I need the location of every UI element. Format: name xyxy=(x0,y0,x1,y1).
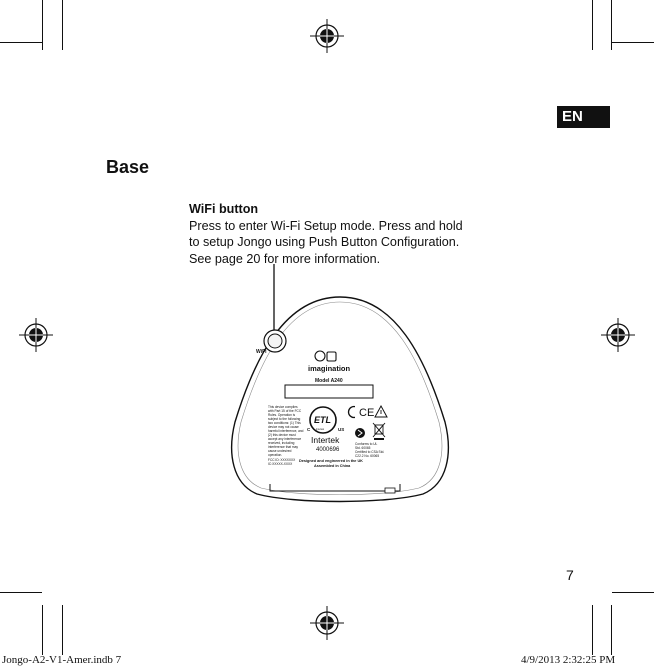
crop-mark xyxy=(612,592,654,593)
designed-line: Designed and engineered in the UK xyxy=(299,459,363,463)
etl-mark-text: ETL xyxy=(314,415,331,425)
crop-mark xyxy=(62,605,63,655)
compliance-line: This device complies xyxy=(268,405,298,409)
compliance-line: Rules. Operation is xyxy=(268,413,296,417)
compliance-line: with Part 15 of the FCC xyxy=(268,409,302,413)
callout-line: Press to enter Wi-Fi Setup mode. Press and hold xyxy=(189,218,463,233)
conforms-line: Std. 60065 xyxy=(355,446,371,450)
compliance-line: accept any interference xyxy=(268,437,302,441)
registration-mark-icon xyxy=(19,318,53,352)
fcc-id: FCC ID: XXXXXXX xyxy=(268,458,296,462)
etl-us-mark: US xyxy=(338,427,345,432)
conforms-line: Conforms to UL xyxy=(355,442,378,446)
device-body-outline xyxy=(232,297,449,502)
registration-mark-icon xyxy=(310,606,344,640)
label-blank-area xyxy=(285,385,373,398)
compliance-line: harmful interference, and xyxy=(268,429,304,433)
registration-mark-icon xyxy=(310,19,344,53)
crop-mark xyxy=(42,0,43,50)
assembled-line: Assembled in China xyxy=(314,464,351,468)
ce-mark: CE xyxy=(359,407,375,419)
conforms-line: Certified to CSA Std. xyxy=(355,450,385,454)
compliance-line: interference that may xyxy=(268,445,298,449)
etl-sub-text: Intertek xyxy=(316,428,324,431)
intertek-name: Intertek xyxy=(311,435,340,445)
page-number: 7 xyxy=(566,567,574,583)
etl-c-mark: C xyxy=(307,427,311,432)
crop-mark xyxy=(592,605,593,655)
registration-mark-icon xyxy=(601,318,635,352)
model-label: Model A240 xyxy=(315,378,343,384)
compliance-line: cause undesired xyxy=(268,449,292,453)
brand-name: imagination xyxy=(308,364,351,373)
section-title: Base xyxy=(106,157,150,177)
recycle-icon xyxy=(355,428,365,438)
wifi-button-icon[interactable] xyxy=(264,330,286,352)
crop-mark xyxy=(42,605,43,655)
crop-mark xyxy=(612,42,654,43)
callout-title: WiFi button xyxy=(189,202,259,216)
compliance-line: two conditions: (1) This xyxy=(268,421,301,425)
crop-mark xyxy=(592,0,593,50)
conforms-line: C22.2 No. 60065 xyxy=(355,454,380,458)
compliance-line: device may not cause xyxy=(268,425,299,429)
device-base-illustration xyxy=(225,262,455,512)
compliance-line: (2) this device must xyxy=(268,433,296,437)
device-bottom-tab xyxy=(385,488,395,493)
compliance-line: operation. xyxy=(268,453,283,457)
language-tab: EN xyxy=(557,106,610,128)
callout-line: See page 20 for more information. xyxy=(189,251,381,266)
compliance-line: received, including xyxy=(268,441,295,445)
footer-timestamp: 4/9/2013 2:32:25 PM xyxy=(521,654,616,666)
ic-id: IC:XXXXX-XXXX xyxy=(268,462,293,466)
crop-mark xyxy=(0,42,42,43)
wifi-button-callout xyxy=(189,201,469,267)
intertek-number: 4000696 xyxy=(316,447,340,453)
callout-line: to setup Jongo using Push Button Configuration. xyxy=(189,235,460,249)
wifi-label: WiFi xyxy=(256,349,267,355)
footer-file-name: Jongo-A2-V1-Amer.indb 7 xyxy=(2,654,122,666)
crop-mark xyxy=(62,0,63,50)
compliance-line: subject to the following xyxy=(268,417,301,421)
crop-mark xyxy=(611,605,612,655)
crop-mark xyxy=(0,592,42,593)
